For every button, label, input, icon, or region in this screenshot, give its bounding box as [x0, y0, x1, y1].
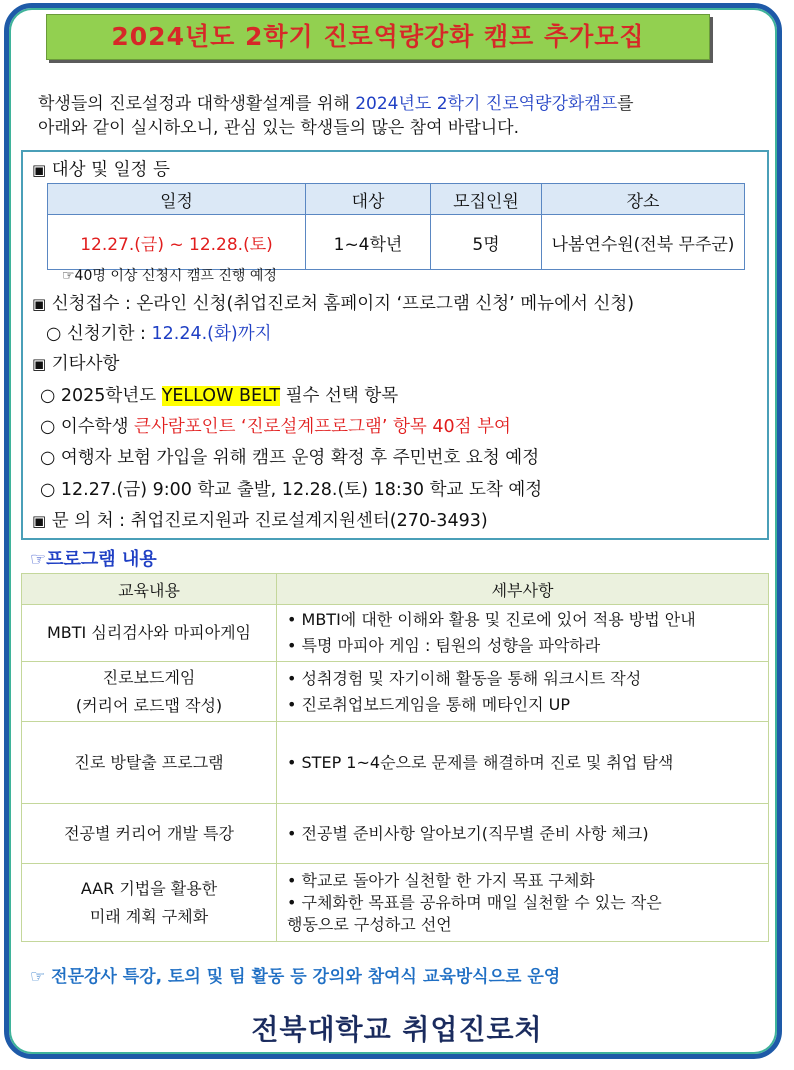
minimum-participants-note: ☞40명 이상 신청시 캠프 진행 예정 [62, 268, 277, 284]
program-name: 전공별 커리어 개발 특강 [22, 804, 277, 864]
organization-name: 전북대학교 취업진로처 [251, 1013, 543, 1046]
program-details: • 학교로 돌아가 실천할 한 가지 목표 구체화 • 구체화한 목표를 공유하며 매일 실천할 수 있는 작은 행동으로 구성하고 선언 [277, 864, 769, 942]
program-name: MBTI 심리검사와 마피아게임 [22, 605, 277, 662]
square-bullet-icon: ▣ [32, 295, 47, 313]
schedule-date: 12.27.(금) ~ 12.28.(토) [48, 215, 306, 270]
schedule-capacity: 5명 [431, 215, 542, 270]
program-details: • MBTI에 대한 이해와 활용 및 진로에 있어 적용 방법 안내 • 특명 마피아 게임 : 팀원의 성향을 파악하라 [277, 605, 769, 662]
application-deadline: ○ 신청기한 : 12.24.(화)까지 [46, 324, 272, 344]
schedule-header: 장소 [542, 184, 745, 215]
program-heading: ☞프로그램 내용 [30, 549, 157, 570]
other-item-yellow-belt: ○ 2025학년도 YELLOW BELT 필수 선택 항목 [40, 386, 399, 406]
schedule-header: 일정 [48, 184, 306, 215]
contact-info: ▣ 문 의 처 : 취업진로지원과 진로설계지원센터(270-3493) [32, 511, 488, 531]
page-title: 2024년도 2학기 진로역량강화 캠프 추가모집 [46, 14, 710, 60]
program-details: • 전공별 준비사항 알아보기(직무별 준비 사항 체크) [277, 804, 769, 864]
square-bullet-icon: ▣ [32, 355, 47, 373]
teaching-method-note: ☞ 전문강사 특강, 토의 및 팀 활동 등 강의와 참여식 교육방식으로 운영 [30, 967, 561, 987]
schedule-target: 1~4학년 [306, 215, 431, 270]
circle-bullet-icon: ○ [46, 324, 62, 344]
square-bullet-icon: ▣ [32, 512, 47, 530]
table-row [22, 864, 769, 942]
table-row [22, 722, 769, 804]
program-details: • STEP 1~4순으로 문제를 해결하며 진로 및 취업 탐색 [277, 722, 769, 804]
schedule-table [47, 183, 745, 270]
table-row [22, 804, 769, 864]
program-name: AAR 기법을 활용한 미래 계획 구체화 [22, 864, 277, 942]
schedule-header: 모집인원 [431, 184, 542, 215]
other-item-departure: ○ 12.27.(금) 9:00 학교 출발, 12.28.(토) 18:30 학교 도착 예정 [40, 480, 543, 500]
circle-bullet-icon: ○ [40, 480, 56, 500]
intro-text: 학생들의 진로설정과 대학생활설계를 위해 2024년도 2학기 진로역량강화캠프를 아래와 같이 실시하오니, 관심 있는 학생들의 많은 참여 바랍니다. [38, 94, 634, 138]
program-name: 진로보드게임 (커리어 로드맵 작성) [22, 662, 277, 722]
circle-bullet-icon: ○ [40, 386, 56, 406]
circle-bullet-icon: ○ [40, 417, 56, 437]
intro-highlight: 2024년도 2학기 진로역량강화캠프 [355, 94, 618, 114]
program-header: 세부사항 [277, 574, 769, 605]
square-bullet-icon: ▣ [32, 161, 47, 179]
table-row [22, 605, 769, 662]
schedule-header: 대상 [306, 184, 431, 215]
schedule-location: 나봄연수원(전북 무주군) [542, 215, 745, 270]
other-item-insurance: ○ 여행자 보험 가입을 위해 캠프 운영 확정 후 주민번호 요청 예정 [40, 448, 540, 468]
section-target-schedule: ▣ 대상 및 일정 등 [32, 160, 170, 180]
circle-bullet-icon: ○ [40, 448, 56, 468]
program-name: 진로 방탈출 프로그램 [22, 722, 277, 804]
program-table [21, 573, 769, 942]
section-application: ▣ 신청접수 : 온라인 신청(취업진로처 홈페이지 ‘프로그램 신청’ 메뉴에서 신청) [32, 294, 635, 314]
program-header: 교육내용 [22, 574, 277, 605]
table-row [22, 662, 769, 722]
other-item-points: ○ 이수학생 큰사람포인트 ‘진로설계프로그램’ 항목 40점 부여 [40, 417, 511, 437]
program-details: • 성취경험 및 자기이해 활동을 통해 워크시트 작성 • 진로취업보드게임을 통해 메타인지 UP [277, 662, 769, 722]
section-other: ▣ 기타사항 [32, 354, 120, 374]
